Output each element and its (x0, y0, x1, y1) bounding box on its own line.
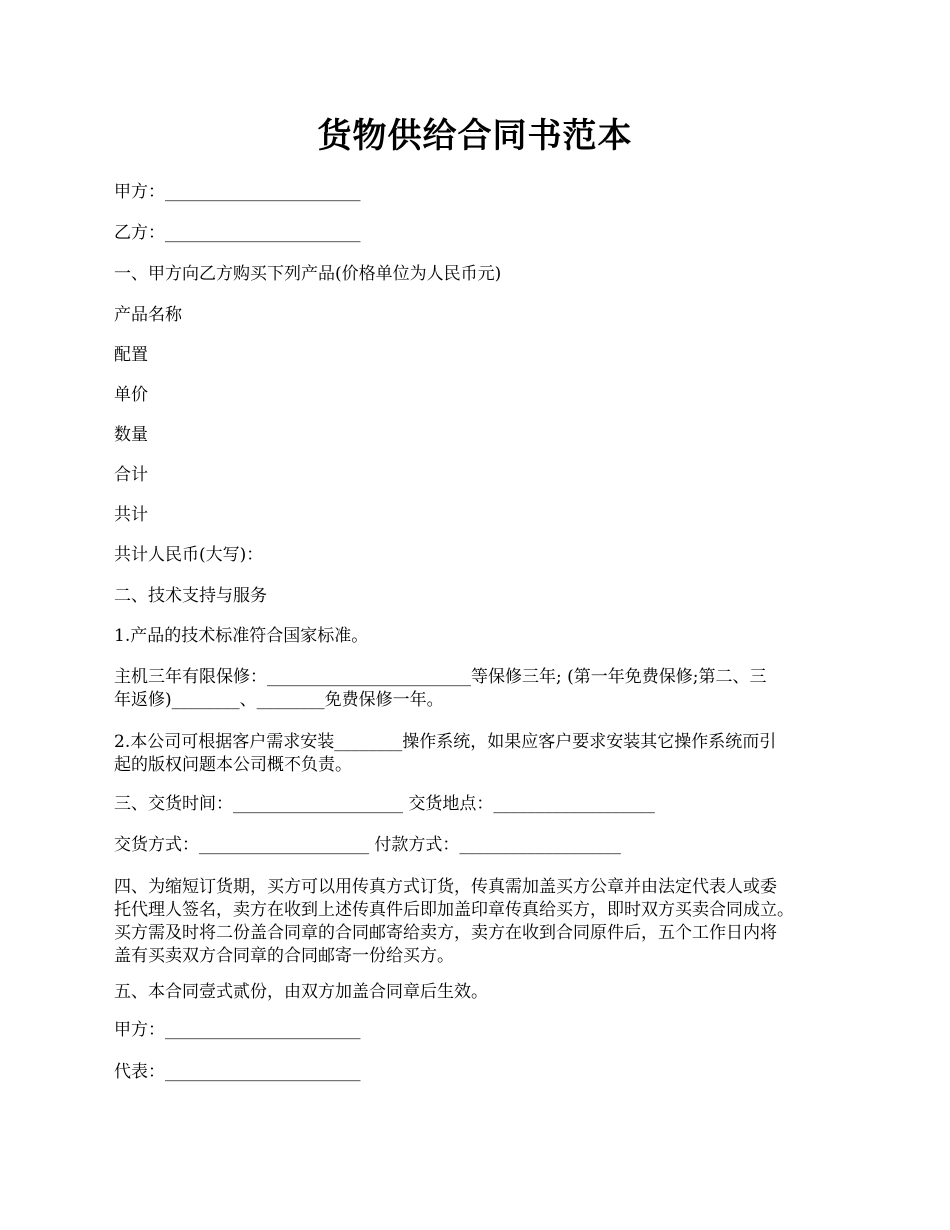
signature-representative: 代表：_______________________ (114, 1062, 361, 1082)
field-unit-price: 单价 (114, 385, 148, 405)
warranty-clause-line: 主机三年有限保修：________________________等保修三年; (第一年免费保修;第二、三 (114, 667, 767, 687)
field-quantity: 数量 (114, 425, 148, 445)
section-4-line: 买方需及时将二份盖合同章的合同邮寄给卖方，卖方在收到合同原件后，五个工作日内将 (114, 923, 777, 943)
delivery-time-place-line: 三、交货时间：____________________ 交货地点：___________________ (114, 794, 655, 814)
warranty-clause-line: 年返修)________、________免费保修一年。 (114, 690, 444, 710)
field-total: 共计 (114, 505, 148, 525)
delivery-payment-method-line: 交货方式：____________________ 付款方式：___________________ (114, 835, 621, 855)
field-product-name: 产品名称 (114, 305, 182, 325)
os-install-clause-line: 起的版权问题本公司概不负责。 (114, 755, 352, 775)
tech-standard-clause: 1.产品的技术标准符合国家标准。 (114, 626, 369, 646)
section-4-line: 盖有买卖双方合同章的合同邮寄一份给买方。 (114, 946, 454, 966)
field-configuration: 配置 (114, 345, 148, 365)
section-2-heading: 二、技术支持与服务 (114, 586, 267, 606)
section-1-heading: 一、甲方向乙方购买下列产品(价格单位为人民币元) (114, 264, 502, 284)
party-a-line: 甲方：_______________________ (114, 182, 361, 202)
section-4-clause (114, 876, 854, 968)
document-title: 货物供给合同书范本 (317, 116, 633, 156)
section-5-clause: 五、本合同壹式贰份，由双方加盖合同章后生效。 (114, 982, 488, 1002)
section-4-line: 四、为缩短订货期，买方可以用传真方式订货，传真需加盖买方公章并由法定代表人或委 (114, 877, 777, 897)
party-b-line: 乙方：_______________________ (114, 223, 361, 243)
os-install-clause (114, 731, 854, 777)
field-total-rmb-uppercase: 共计人民币(大写)： (114, 545, 264, 565)
section-4-line: 托代理人签名，卖方在收到上述传真件后即加盖印章传真给买方，即时双方买卖合同成立。 (114, 900, 794, 920)
field-subtotal: 合计 (114, 465, 148, 485)
warranty-clause (114, 666, 854, 712)
signature-party-a: 甲方：_______________________ (114, 1020, 361, 1040)
os-install-clause-line: 2.本公司可根据客户需求安装________操作系统，如果应客户要求安装其它操作系统而引 (114, 732, 777, 752)
